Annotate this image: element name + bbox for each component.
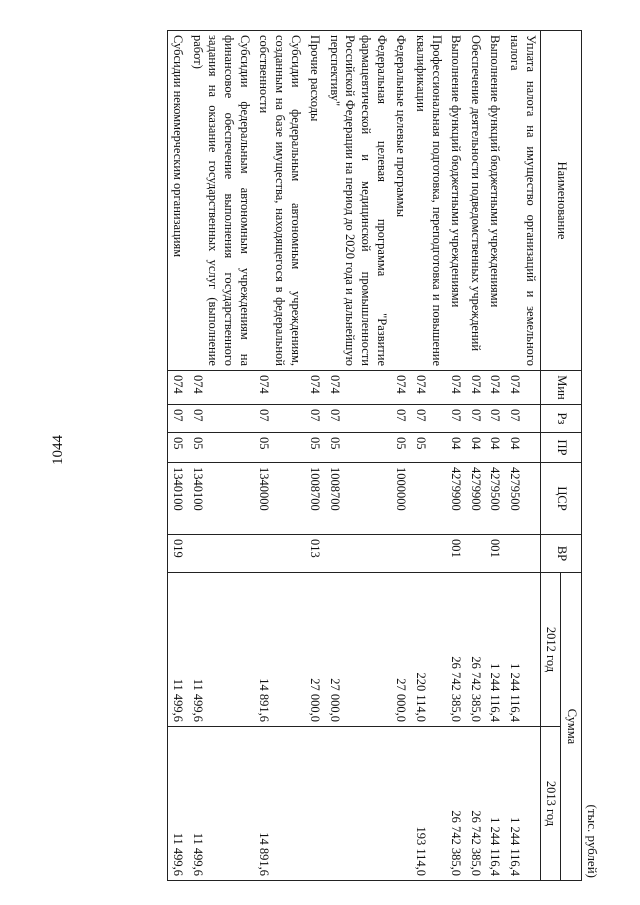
cell-name: Федеральные целевые программы [391, 31, 411, 371]
cell-y2012: 27 000,0 [305, 573, 325, 727]
cell-csr: 1340000 [254, 463, 305, 535]
cell-vr [505, 535, 541, 573]
table-row [391, 31, 411, 881]
header-min: Мин [540, 371, 581, 405]
cell-vr: 001 [446, 535, 466, 573]
cell-rz: 07 [324, 405, 391, 433]
cell-csr: 1340100 [167, 463, 187, 535]
cell-min: 074 [254, 371, 305, 405]
table-row [187, 31, 254, 881]
cell-pr: 04 [446, 433, 466, 463]
cell-pr: 05 [254, 433, 305, 463]
table-row [305, 31, 325, 881]
page-number: 1044 [50, 435, 66, 465]
cell-rz: 07 [187, 405, 254, 433]
header-rz: Рз [540, 405, 581, 433]
cell-y2012: 26 742 385,0 [465, 573, 485, 727]
cell-rz: 07 [391, 405, 411, 433]
cell-vr: 013 [305, 535, 325, 573]
header-csr: ЦСР [540, 463, 581, 535]
budget-table [167, 30, 582, 881]
cell-name: Выполнение функций бюджетными учреждениями [485, 31, 505, 371]
cell-rz: 07 [305, 405, 325, 433]
cell-y2013: 26 742 385,0 [465, 727, 485, 881]
cell-y2012: 27 000,0 [324, 573, 391, 727]
cell-vr [324, 535, 391, 573]
cell-y2012: 220 114,0 [410, 573, 445, 727]
cell-pr: 04 [505, 433, 541, 463]
table-row [505, 31, 541, 881]
cell-csr: 1008700 [305, 463, 325, 535]
cell-name: Уплата налога на имущество организаций и земельного налога [505, 31, 541, 371]
header-pr: ПР [540, 433, 581, 463]
cell-csr: 1340100 [187, 463, 254, 535]
cell-rz: 07 [167, 405, 187, 433]
cell-min: 074 [187, 371, 254, 405]
cell-min: 074 [391, 371, 411, 405]
cell-y2013: 1 244 116,4 [505, 727, 541, 881]
cell-y2013 [305, 727, 325, 881]
units-label: (тыс. рублей) [585, 804, 600, 878]
table-body [167, 31, 540, 881]
cell-rz: 07 [254, 405, 305, 433]
cell-y2012: 26 742 385,0 [446, 573, 466, 727]
table-header [540, 31, 581, 881]
cell-rz: 07 [485, 405, 505, 433]
cell-vr: 019 [167, 535, 187, 573]
cell-rz: 07 [505, 405, 541, 433]
cell-csr: 1000000 [391, 463, 411, 535]
cell-pr: 05 [187, 433, 254, 463]
cell-name: Субсидии федеральным автономным учреждениям на финансовое обеспечение выполнения государственного задания на оказание государственных услуг (выполнение работ) [187, 31, 254, 371]
cell-pr: 05 [305, 433, 325, 463]
cell-csr [410, 463, 445, 535]
header-2012: 2012 год [540, 573, 561, 727]
cell-pr: 05 [391, 433, 411, 463]
cell-min: 074 [505, 371, 541, 405]
cell-min: 074 [305, 371, 325, 405]
cell-y2013: 26 742 385,0 [446, 727, 466, 881]
cell-name: Субсидии некоммерческим организациям [167, 31, 187, 371]
header-name: Наименование [540, 31, 581, 371]
cell-csr: 1008700 [324, 463, 391, 535]
cell-name: Выполнение функций бюджетными учреждениями [446, 31, 466, 371]
cell-vr [254, 535, 305, 573]
cell-min: 074 [465, 371, 485, 405]
cell-y2013: 193 114,0 [410, 727, 445, 881]
cell-y2012: 1 244 116,4 [485, 573, 505, 727]
table-row [324, 31, 391, 881]
cell-pr: 05 [324, 433, 391, 463]
cell-y2012: 11 499,6 [167, 573, 187, 727]
cell-y2013: 11 499,6 [187, 727, 254, 881]
cell-vr: 001 [485, 535, 505, 573]
table-row [167, 31, 187, 881]
header-2013: 2013 год [540, 727, 561, 881]
cell-name: Профессиональная подготовка, переподготовка и повышение квалификации [410, 31, 445, 371]
cell-y2012: 14 891,6 [254, 573, 305, 727]
table-row [446, 31, 466, 881]
cell-min: 074 [446, 371, 466, 405]
cell-rz: 07 [465, 405, 485, 433]
cell-pr: 05 [167, 433, 187, 463]
cell-vr [391, 535, 411, 573]
cell-csr: 4279500 [505, 463, 541, 535]
cell-y2012: 1 244 116,4 [505, 573, 541, 727]
cell-y2013 [391, 727, 411, 881]
cell-y2012: 27 000,0 [391, 573, 411, 727]
cell-vr [465, 535, 485, 573]
table-row [254, 31, 305, 881]
table-row [485, 31, 505, 881]
table-row [410, 31, 445, 881]
cell-y2013: 11 499,6 [167, 727, 187, 881]
cell-min: 074 [410, 371, 445, 405]
cell-csr: 4279500 [485, 463, 505, 535]
cell-pr: 04 [465, 433, 485, 463]
cell-name: Прочие расходы [305, 31, 325, 371]
cell-vr [187, 535, 254, 573]
cell-rz: 07 [446, 405, 466, 433]
header-vr: ВР [540, 535, 581, 573]
cell-csr: 4279900 [446, 463, 466, 535]
cell-y2013: 14 891,6 [254, 727, 305, 881]
cell-vr [410, 535, 445, 573]
cell-rz: 07 [410, 405, 445, 433]
cell-name: Федеральная целевая программа "Развитие фармацевтической и медицинской промышленности Российской Федерации на период до 2020 года и дальнейшую перспективу" [324, 31, 391, 371]
cell-name: Обеспечение деятельности подведомственных учреждений [465, 31, 485, 371]
cell-csr: 4279900 [465, 463, 485, 535]
cell-min: 074 [167, 371, 187, 405]
cell-pr: 05 [410, 433, 445, 463]
cell-y2013: 1 244 116,4 [485, 727, 505, 881]
cell-pr: 04 [485, 433, 505, 463]
header-sum: Сумма [561, 573, 582, 881]
table-row [465, 31, 485, 881]
cell-y2013 [324, 727, 391, 881]
cell-min: 074 [485, 371, 505, 405]
cell-y2012: 11 499,6 [187, 573, 254, 727]
cell-min: 074 [324, 371, 391, 405]
cell-name: Субсидии федеральным автономным учреждениям, созданным на базе имущества, находящегося в федеральной собственности [254, 31, 305, 371]
rotated-page-content [40, 30, 600, 880]
